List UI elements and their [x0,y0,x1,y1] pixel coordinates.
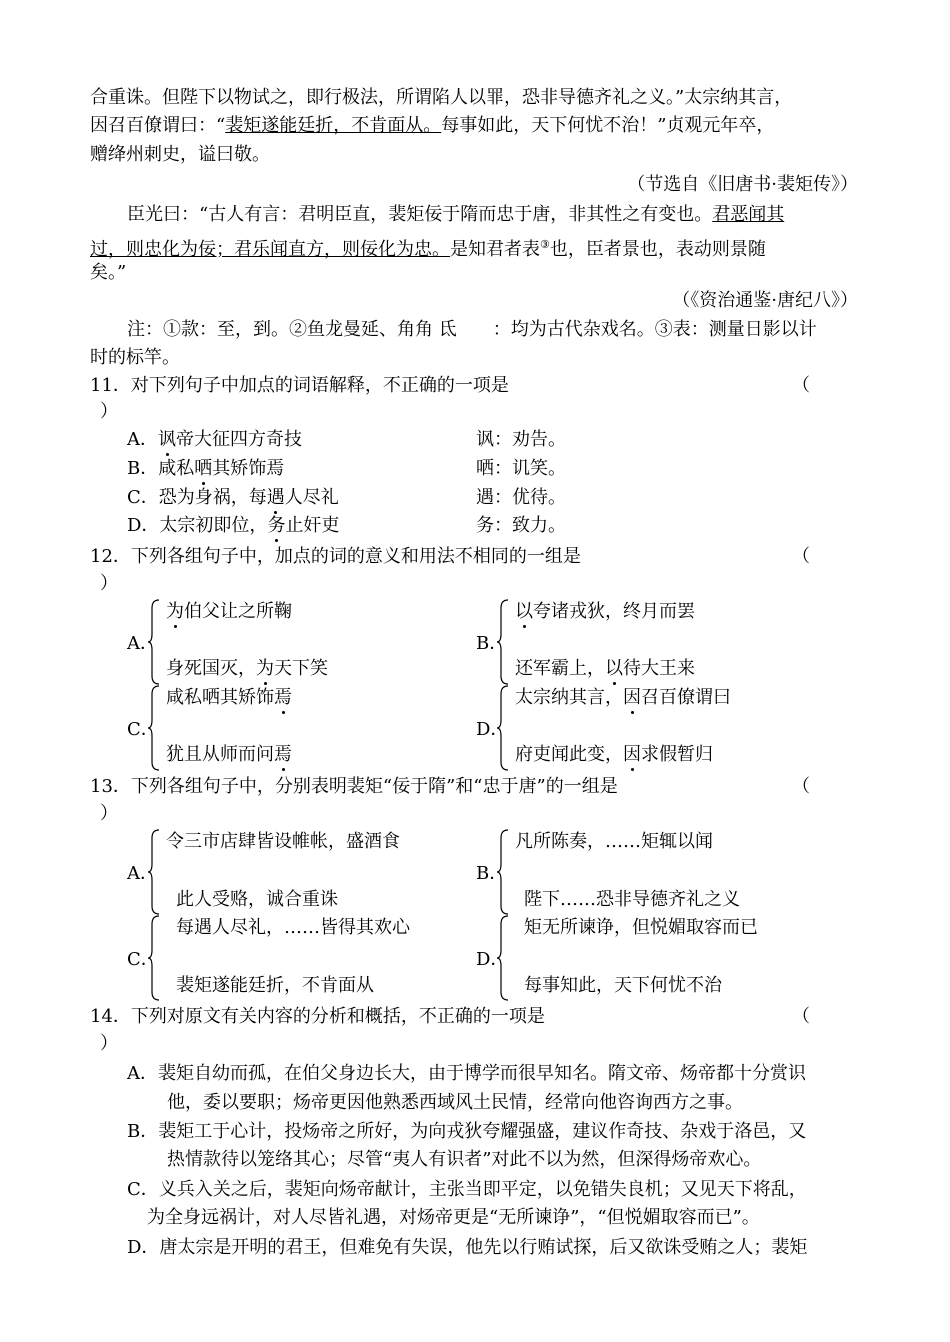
option-label: C． [127,949,159,970]
passage-line [127,203,784,227]
option-c-line1: C．义兵入关之后，裴矩向炀帝献计，主张当即平定，以免错失良机；又见天下将乱， [127,1179,807,1200]
option-text: 太宗纳其言， [515,687,623,708]
option-c-line1: 每遇人尽礼，……皆得其欢心 [176,917,410,938]
option-text: B．咸私 [127,458,195,479]
option-text: 夸诸戎狄，终月而罢 [533,601,695,622]
brace-icon [496,684,510,772]
option-text: 人尽礼 [284,487,339,508]
option-d-line2 [515,743,713,767]
option-b-line1: B．裴矩工于心计，投炀帝之所好，为向戎狄夸耀强盛，建议作奇技、杂戏于洛邑，又 [127,1121,807,1142]
option-d-line1 [515,686,731,710]
brace-icon [147,684,161,772]
answer-paren-close: ） [100,401,118,422]
dotted-word: 因 [623,744,641,765]
option-d-line1: 矩无所谏诤，但悦媚取容而已 [524,917,758,938]
notes-line: 时的标竿。 [90,347,180,368]
option-text: 召百僚谓曰 [641,687,731,708]
passage-line: 赠绛州刺史，谥曰敬。 [90,144,270,165]
answer-paren-close: ） [100,803,118,824]
brace-icon [147,828,161,916]
source-citation: （《资治通鉴·唐纪八》） [672,290,858,311]
answer-paren-open: （ [792,546,810,567]
option-label: A． [127,863,158,884]
option-c [127,486,339,510]
dotted-word: 焉 [274,687,292,708]
option-label: D． [476,949,509,970]
passage-text: 每事如此，天下何忧不治！”贞观元年卒， [441,115,775,136]
option-b-line1: 凡所陈奏，……矩辄以闻 [515,831,713,852]
brace-icon [496,598,510,686]
option-b-line2: 热情款待以笼络其心；尽管“夷人有识者”对此不以为然，但深得炀帝欢心。 [167,1149,762,1170]
passage-text: 因召百僚谓曰：“ [90,115,226,136]
option-text: 求假暂归 [641,744,713,765]
option-c-gloss: 遇：优待。 [476,487,566,508]
notes-line: 注：①款：至，到。②鱼龙曼延、角角 氐 ：均为古代杂戏名。③表：测量日影以计 [127,319,817,340]
option-text: 还军霸上， [515,658,605,679]
answer-paren-close: ） [100,1033,118,1054]
option-text: 府吏闻此变， [515,744,623,765]
option-text: D．太宗初即位， [127,515,268,536]
option-label: D． [476,719,509,740]
option-c-line2 [166,743,292,767]
option-a-line2: 他，委以要职；炀帝更因他熟悉西域风土民情，经常向他咨询西方之事。 [167,1092,743,1113]
question-stem: 12．下列各组句子中，加点的词的意义和用法不相同的一组是 [90,546,581,567]
option-text: 天下笑 [274,658,328,679]
passage-line [90,233,766,262]
brace-icon [147,598,161,686]
brace-icon [147,914,161,1002]
dotted-word: 务 [267,515,286,536]
footnote-mark: ③ [540,238,550,251]
option-c-line2: 为全身远祸计，对人尽皆礼遇，对炀帝更是“无所谏诤”，“但悦媚取容而已”。 [147,1207,760,1228]
option-b-line1 [515,600,695,624]
underlined-quote: 过，则忠化为佞；君乐闻直方，则佞化为忠。 [90,239,450,260]
option-label: B． [476,863,508,884]
question-stem: 11．对下列句子中加点的词语解释，不正确的一项是 [90,375,509,396]
answer-paren-open: （ [792,375,810,396]
passage-text: 是知君者表 [450,239,540,260]
option-a [127,428,302,452]
dotted-word: 以 [605,658,623,679]
option-label: C． [127,719,159,740]
brace-icon [496,914,510,1002]
option-d-gloss: 务：致力。 [476,515,566,536]
option-d-line1: D．唐太宗是开明的君王，但难免有失误，他先以行贿试探，后又欲诛受贿之人；裴矩 [127,1237,808,1258]
option-a-line1: A．裴矩自幼而孤，在伯父身边长大，由于博学而很早知名。隋文帝、炀帝都十分赏识 [127,1063,806,1084]
passage-line [90,114,774,138]
dotted-word: 为 [166,601,184,622]
dotted-word: 讽 [158,429,176,450]
passage-line: 合重诛。但陛下以物试之，即行极法，所谓陷人以罪，恐非导德齐礼之义。”太宗纳其言， [90,87,793,108]
answer-paren-close: ） [100,573,118,594]
question-stem: 14．下列对原文有关内容的分析和概括，不正确的一项是 [90,1006,545,1027]
question-stem: 13．下列各组句子中，分别表明裴矩“佞于隋”和“忠于唐”的一组是 [90,776,618,797]
dotted-word: 因 [623,687,641,708]
underlined-quote: 裴矩遂能廷折，不肯面从。 [225,115,442,136]
option-d [127,514,339,538]
option-a-line1 [166,600,292,624]
source-citation: （节选自《旧唐书·裴矩传》） [627,174,858,195]
option-b [127,457,284,481]
option-text: C．恐为身祸，每 [127,487,267,508]
option-d-line2: 每事知此，天下何忧不治 [524,975,722,996]
option-text: 帝大征四方奇技 [176,429,302,450]
option-label: A． [127,633,158,654]
option-c-line1 [166,686,292,710]
option-label: B． [476,633,508,654]
option-text: 身死国灭， [166,658,256,679]
option-b-gloss: 哂：讥笑。 [476,458,566,479]
option-text: 咸私哂其矫饰 [166,687,274,708]
option-b-line2 [515,657,695,681]
option-text: 其矫饰焉 [212,458,285,479]
option-c-line2: 裴矩遂能廷折，不肯面从 [176,975,374,996]
dotted-word: 哂 [194,458,213,479]
option-b-line2: 陛下……恐非导德齐礼之义 [524,889,740,910]
option-label: A． [127,429,158,450]
option-a-line1: 令三市店肆皆设帷帐，盛酒食 [166,831,400,852]
passage-text: 也，臣者景也，表动则景随 [549,239,766,260]
option-a-gloss: 讽：劝告。 [476,429,566,450]
answer-paren-open: （ [792,1006,810,1027]
passage-text: 臣光曰：“古人有言：君明臣直，裴矩佞于隋而忠于唐，非其性之有变也。 [127,204,713,225]
option-a-line2 [166,657,328,681]
brace-icon [496,828,510,916]
dotted-word: 焉 [274,744,292,765]
option-text: 止奸吏 [285,515,340,536]
option-text: 伯父让之所鞠 [184,601,292,622]
passage-line: 矣。” [90,262,127,283]
dotted-word: 遇 [266,487,285,508]
dotted-word: 以 [515,601,533,622]
dotted-word: 为 [256,658,274,679]
option-text: 待大王来 [623,658,695,679]
answer-paren-open: （ [792,776,810,797]
underlined-quote: 君恶闻其 [712,204,785,225]
option-text: 犹且从师而问 [166,744,274,765]
option-a-line2: 此人受赂，诚合重诛 [176,889,338,910]
